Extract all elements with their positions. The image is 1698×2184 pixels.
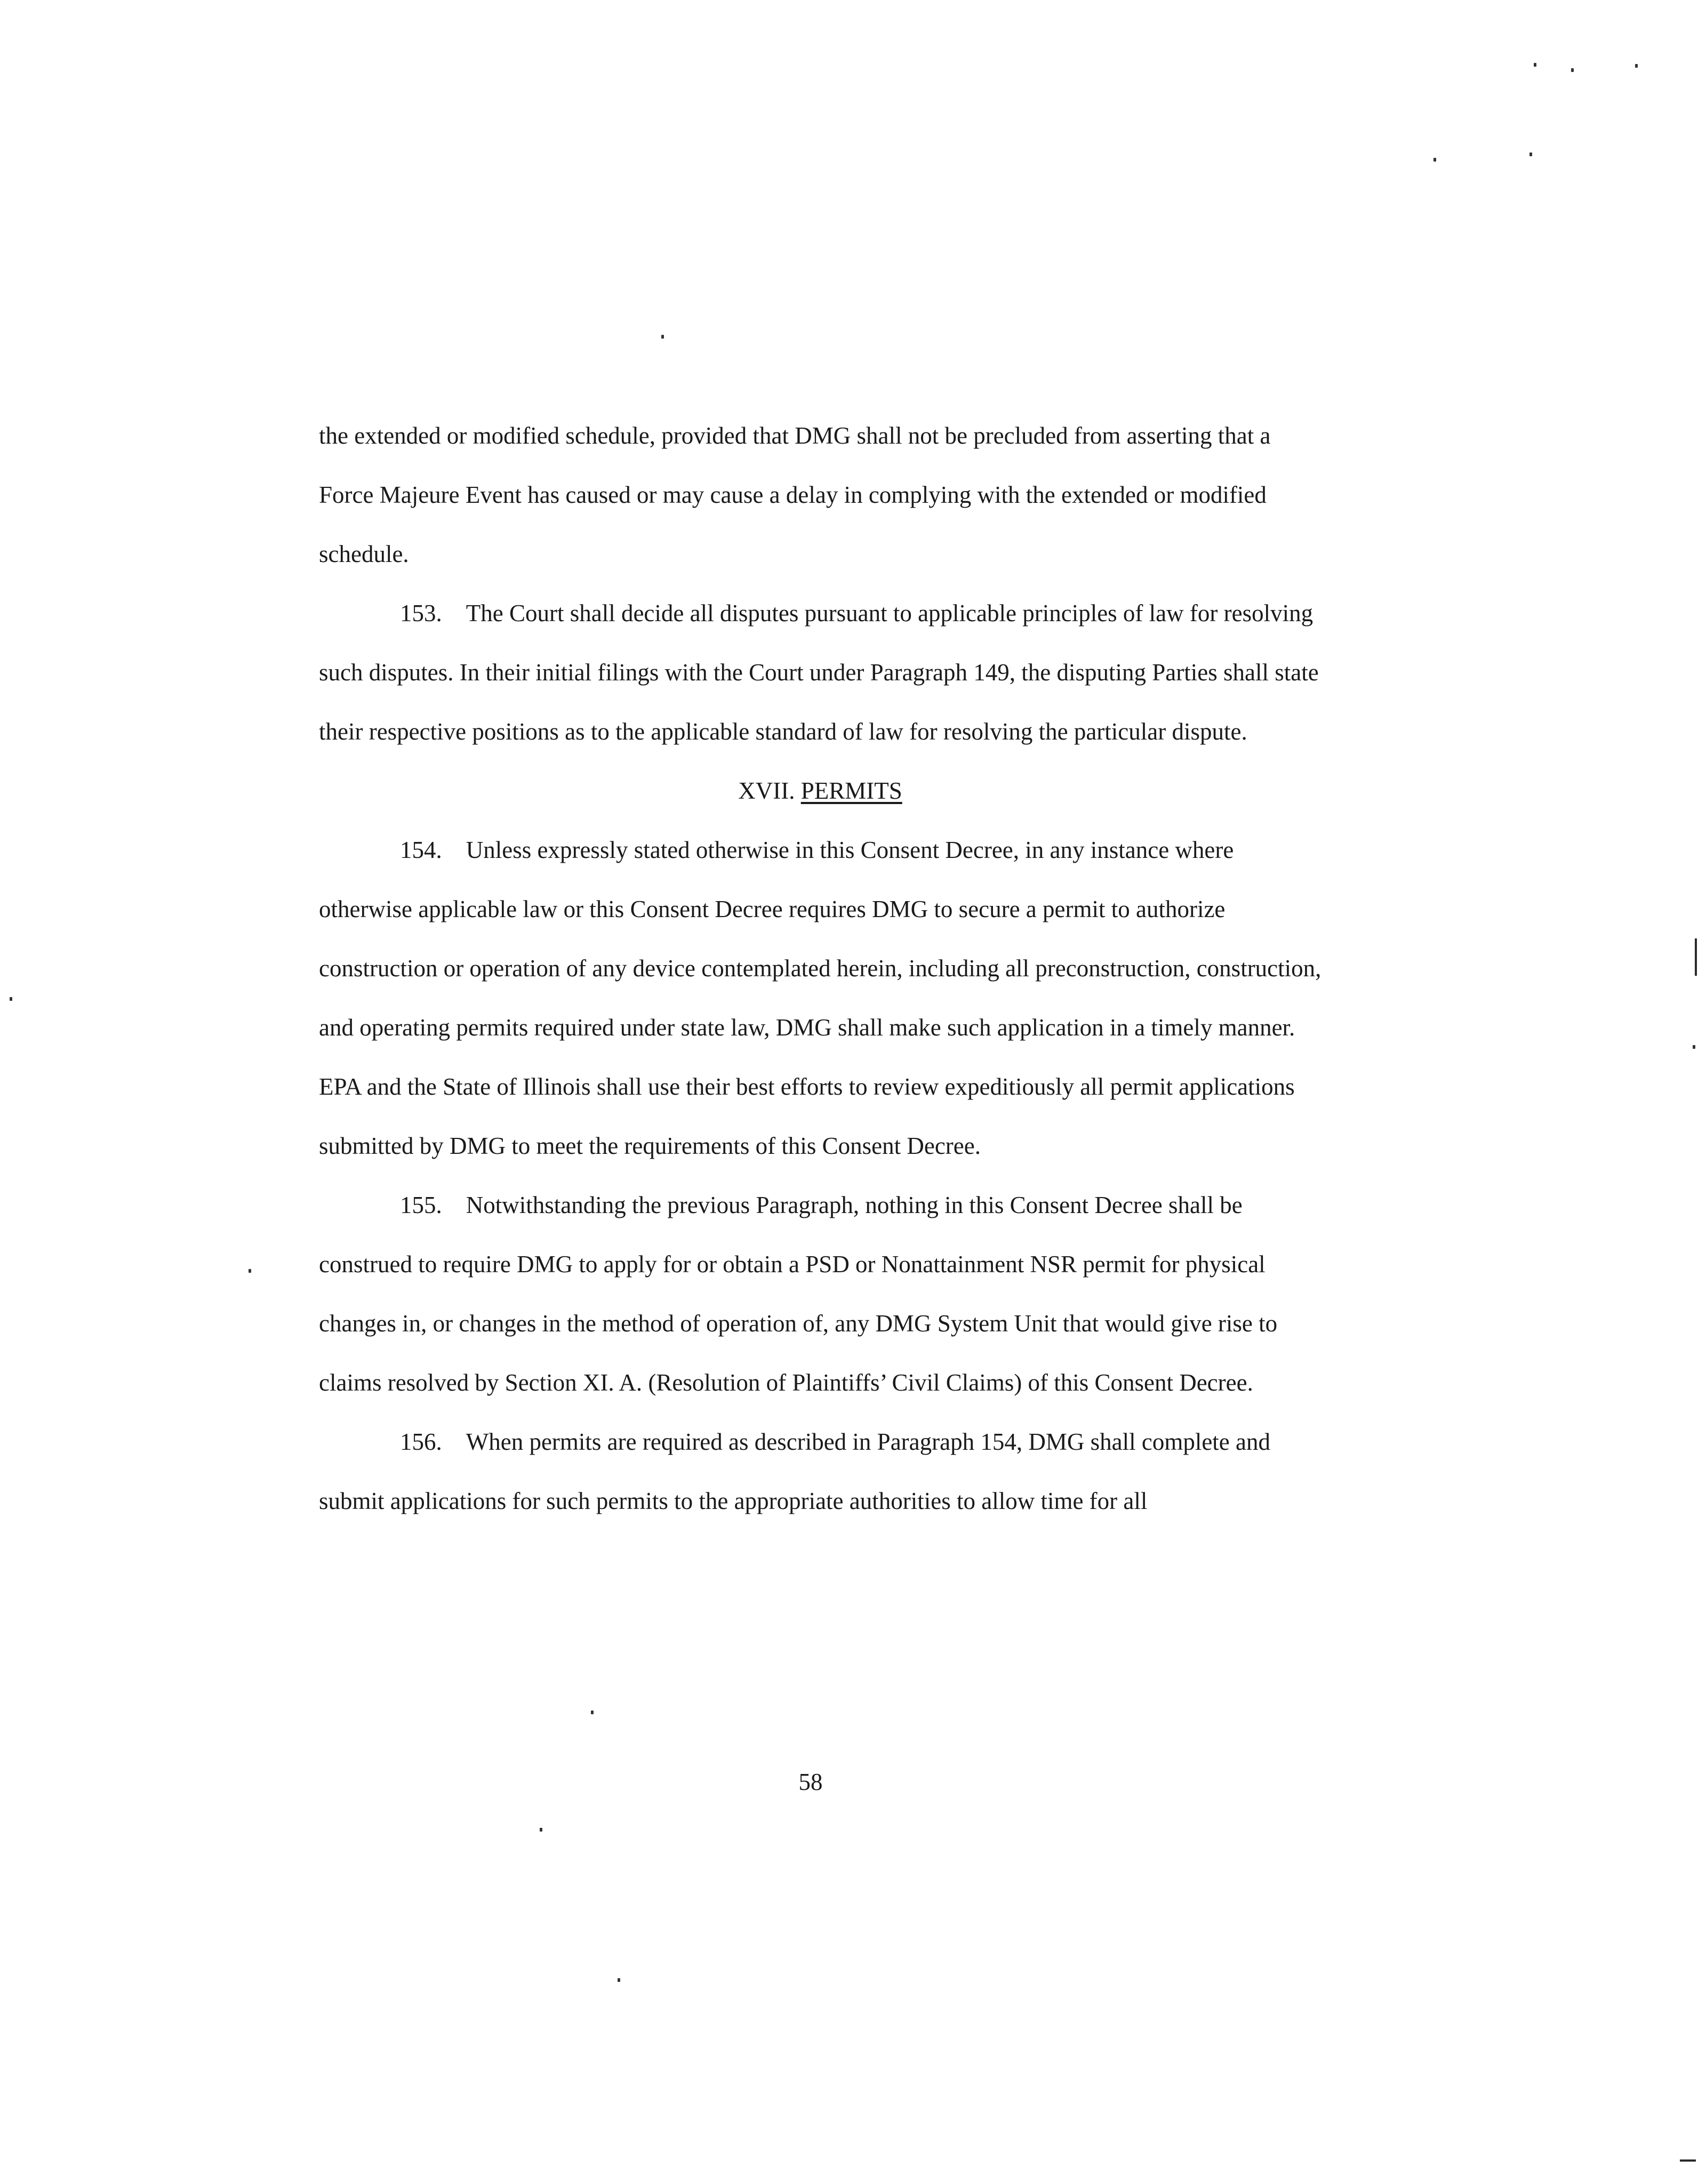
page-number: 58: [798, 1769, 823, 1795]
section-number: XVII.: [738, 777, 795, 804]
scan-edge-mark: [1695, 938, 1697, 976]
scan-speck: [1571, 68, 1574, 72]
paragraph-153: 153. The Court shall decide all disputes pursuant to applicable principles of law for resolving such disputes. In their initial filings with the Court under Paragraph 149, the disputing Parties shall state their respective positions as to the applicable standard of law for resolving the particular dispute.: [319, 600, 1319, 745]
scan-speck: [618, 1978, 620, 1982]
scan-speck: [10, 997, 12, 1001]
scan-speck: [1534, 63, 1536, 67]
scan-speck: [540, 1828, 542, 1832]
scan-speck: [249, 1269, 251, 1273]
paragraph-155: 155. Notwithstanding the previous Paragraph, nothing in this Consent Decree shall be construed to require DMG to apply for or obtain a PSD or Nonattainment NSR permit for physical changes in, or changes in the method of operation of, any DMG System Unit that would give rise to claims resolved by Section XI. A. (Resolution of Plaintiffs’ Civil Claims) of this Consent Decree.: [319, 1192, 1278, 1396]
document-body: [319, 406, 1321, 1531]
scan-speck: [591, 1711, 594, 1714]
paragraph-156: 156. When permits are required as described in Paragraph 154, DMG shall complete and submit applications for such permits to the appropriate authorities to allow time for all: [319, 1428, 1270, 1514]
section-title: PERMITS: [800, 777, 902, 804]
scan-edge-mark: [1680, 2159, 1696, 2162]
paragraph-continuation: the extended or modified schedule, provided that DMG shall not be precluded from asserting that a Force Majeure Event has caused or may cause a delay in complying with the extended or modified schedule.: [319, 422, 1271, 567]
scan-speck: [1529, 152, 1532, 156]
scan-speck: [661, 335, 664, 339]
section-heading: [319, 761, 1321, 821]
paragraph-154: 154. Unless expressly stated otherwise in this Consent Decree, in any instance where otherwise applicable law or this Consent Decree requires DMG to secure a permit to authorize construction or operation of any device contemplated herein, including all preconstruction, construction, and operating permits required under state law, DMG shall make such application in a timely manner. EPA and the State of Illinois shall use their best efforts to review expeditiously all permit applications submitted by DMG to meet the requirements of this Consent Decree.: [319, 837, 1321, 1159]
scan-speck: [1693, 1045, 1695, 1049]
scan-speck: [1635, 64, 1638, 68]
scan-speck: [1433, 158, 1436, 162]
